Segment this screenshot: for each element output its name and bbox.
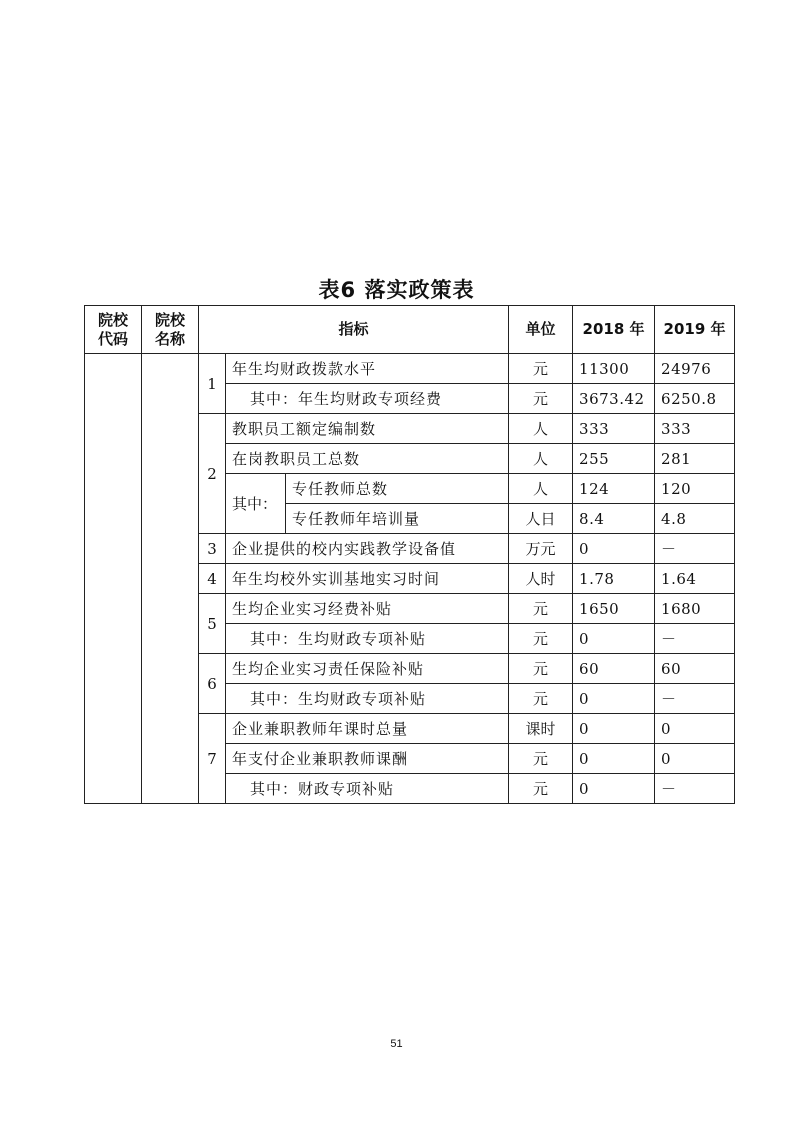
value-2019: 120: [655, 474, 735, 504]
indicator-cell: 专任教师总数: [286, 474, 509, 504]
value-2018: 0: [573, 534, 655, 564]
qizhong-label: 其中：: [226, 474, 286, 534]
value-2018: 0: [573, 714, 655, 744]
unit-cell: 人日: [509, 504, 573, 534]
indicator-cell: 生均企业实习经费补贴: [226, 594, 509, 624]
indicator-cell: 企业提供的校内实践教学设备值: [226, 534, 509, 564]
item-number: 6: [199, 654, 226, 714]
value-2019: 1680: [655, 594, 735, 624]
unit-cell: 人时: [509, 564, 573, 594]
unit-cell: 元: [509, 744, 573, 774]
unit-cell: 课时: [509, 714, 573, 744]
indicator-cell: 教职员工额定编制数: [226, 414, 509, 444]
unit-cell: 元: [509, 624, 573, 654]
school-name-cell: [142, 354, 199, 804]
value-2018: 0: [573, 624, 655, 654]
value-2019: 1.64: [655, 564, 735, 594]
value-2019: 24976: [655, 354, 735, 384]
table-row: [85, 354, 735, 384]
value-2019: 0: [655, 714, 735, 744]
value-2018: 0: [573, 684, 655, 714]
unit-cell: 元: [509, 354, 573, 384]
policy-table: [84, 305, 735, 804]
indicator-cell: 年支付企业兼职教师课酬: [226, 744, 509, 774]
value-2019: 0: [655, 744, 735, 774]
value-2018: 1650: [573, 594, 655, 624]
unit-cell: 人: [509, 444, 573, 474]
indicator-cell: 年生均财政拨款水平: [226, 354, 509, 384]
unit-cell: 万元: [509, 534, 573, 564]
item-number: 7: [199, 714, 226, 804]
value-2019: －: [655, 684, 735, 714]
unit-cell: 人: [509, 474, 573, 504]
value-2018: 0: [573, 774, 655, 804]
indicator-cell: 其中：年生均财政专项经费: [226, 384, 509, 414]
item-number: 5: [199, 594, 226, 654]
school-code-cell: [85, 354, 142, 804]
indicator-cell: 企业兼职教师年课时总量: [226, 714, 509, 744]
indicator-cell: 年生均校外实训基地实习时间: [226, 564, 509, 594]
header-school-code: [85, 306, 142, 354]
value-2019: 4.8: [655, 504, 735, 534]
value-2019: 6250.8: [655, 384, 735, 414]
unit-cell: 人: [509, 414, 573, 444]
value-2019: －: [655, 624, 735, 654]
header-indicator: 指标: [199, 306, 509, 354]
unit-cell: 元: [509, 684, 573, 714]
value-2019: 333: [655, 414, 735, 444]
page-number: 51: [390, 1038, 403, 1050]
header-2019: 2019 年: [655, 306, 735, 354]
table-title: 表6 落实政策表: [318, 278, 475, 302]
indicator-cell: 专任教师年培训量: [286, 504, 509, 534]
indicator-cell: 其中：财政专项补贴: [226, 774, 509, 804]
indicator-cell: 在岗教职员工总数: [226, 444, 509, 474]
value-2019: 60: [655, 654, 735, 684]
unit-cell: 元: [509, 654, 573, 684]
header-2018: 2018 年: [573, 306, 655, 354]
item-number: 3: [199, 534, 226, 564]
item-number: 4: [199, 564, 226, 594]
header-row: [85, 306, 735, 354]
header-label: 院校 代码: [97, 310, 128, 348]
value-2019: 281: [655, 444, 735, 474]
item-number: 1: [199, 354, 226, 414]
header-label: 院校 名称: [154, 310, 185, 348]
value-2018: 333: [573, 414, 655, 444]
unit-cell: 元: [509, 384, 573, 414]
value-2018: 11300: [573, 354, 655, 384]
value-2018: 60: [573, 654, 655, 684]
header-unit: 单位: [509, 306, 573, 354]
value-2018: 8.4: [573, 504, 655, 534]
item-number: 2: [199, 414, 226, 534]
value-2018: 124: [573, 474, 655, 504]
value-2019: －: [655, 534, 735, 564]
indicator-cell: 生均企业实习责任保险补贴: [226, 654, 509, 684]
header-school-name: [142, 306, 199, 354]
value-2018: 1.78: [573, 564, 655, 594]
unit-cell: 元: [509, 774, 573, 804]
unit-cell: 元: [509, 594, 573, 624]
value-2018: 255: [573, 444, 655, 474]
value-2018: 0: [573, 744, 655, 774]
value-2019: －: [655, 774, 735, 804]
value-2018: 3673.42: [573, 384, 655, 414]
indicator-cell: 其中：生均财政专项补贴: [226, 684, 509, 714]
indicator-cell: 其中：生均财政专项补贴: [226, 624, 509, 654]
